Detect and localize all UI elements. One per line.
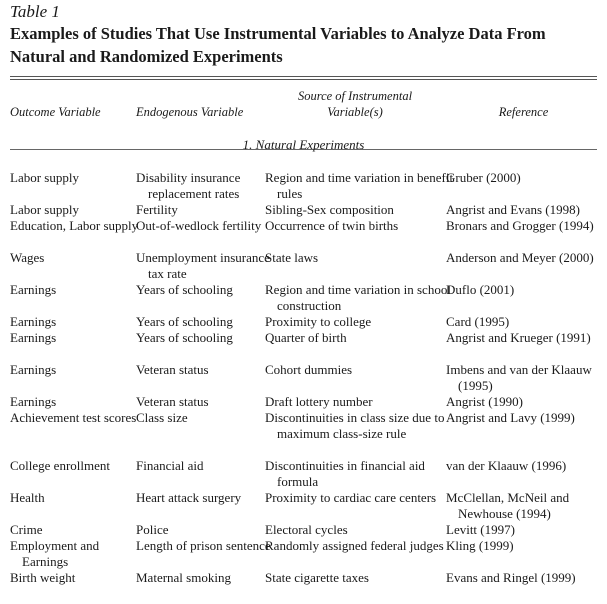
top-rule-second (10, 79, 597, 80)
cell-source: Discontinuities in class size due to maximum class-size rule (265, 410, 445, 441)
cell-source: Cohort dummies (265, 362, 353, 377)
header-source-line2: Variable(s) (327, 105, 383, 119)
cell-outcome: Earnings (10, 282, 57, 297)
cell-endogenous: Veteran status (136, 362, 209, 377)
cell-reference: Gruber (2000) (446, 170, 521, 185)
cell-endogenous: Length of prison sentence (136, 538, 271, 553)
header-reference: Reference (498, 105, 549, 119)
cell-endogenous: Fertility (136, 202, 178, 217)
cell-endogenous: Maternal smoking (136, 570, 231, 585)
cell-reference: McClellan, McNeil and Newhouse (1994) (446, 490, 570, 521)
cell-source: Region and time variation in school construction (265, 282, 451, 313)
cell-endogenous: Years of schooling (136, 330, 233, 345)
cell-reference: Bronars and Grogger (1994) (446, 218, 594, 233)
cell-outcome: Education, Labor supply (10, 218, 139, 233)
cell-reference: Imbens and van der Klaauw (1995) (446, 362, 592, 393)
cell-outcome: Birth weight (10, 570, 76, 585)
cell-source: Proximity to cardiac care centers (265, 490, 437, 505)
cell-outcome: Earnings (10, 314, 57, 329)
section-heading: 1. Natural Experiments (242, 137, 365, 152)
cell-reference: Angrist and Lavy (1999) (446, 410, 575, 425)
cell-source: Discontinuities in financial aid formula (265, 458, 425, 489)
cell-source: Quarter of birth (265, 330, 347, 345)
top-rule (10, 76, 597, 77)
cell-endogenous: Out-of-wedlock fertility (136, 218, 262, 233)
cell-source: State cigarette taxes (265, 570, 369, 585)
cell-reference: Duflo (2001) (446, 282, 515, 297)
cell-endogenous: Unemployment insurance tax rate (136, 250, 270, 281)
cell-source: Electoral cycles (265, 522, 348, 537)
header-endogenous: Endogenous Variable (136, 105, 244, 119)
header-source-line1: Source of Instrumental (297, 89, 413, 103)
table-title: Examples of Studies That Use Instrumental Variables to Analyze Data From Natural and Randomized Experiments (10, 24, 546, 66)
header-outcome: Outcome Variable (10, 105, 101, 119)
cell-reference: Kling (1999) (446, 538, 514, 553)
cell-source: Proximity to college (265, 314, 372, 329)
cell-outcome: Earnings (10, 330, 57, 345)
cell-outcome: Wages (10, 250, 45, 265)
cell-endogenous: Police (136, 522, 169, 537)
cell-endogenous: Veteran status (136, 394, 209, 409)
cell-outcome: Labor supply (10, 170, 79, 185)
cell-endogenous: Years of schooling (136, 314, 233, 329)
cell-reference: van der Klaauw (1996) (446, 458, 567, 473)
cell-outcome: Employment and Earnings (10, 538, 100, 569)
cell-reference: Card (1995) (446, 314, 510, 329)
cell-source: Sibling-Sex composition (265, 202, 394, 217)
cell-endogenous: Heart attack surgery (136, 490, 242, 505)
cell-outcome: Health (10, 490, 45, 505)
cell-outcome: Crime (10, 522, 43, 537)
cell-reference: Angrist and Evans (1998) (446, 202, 580, 217)
cell-endogenous: Financial aid (136, 458, 204, 473)
cell-source: Region and time variation in benefit rules (265, 170, 454, 201)
cell-outcome: Labor supply (10, 202, 79, 217)
cell-source: State laws (265, 250, 319, 265)
cell-endogenous: Years of schooling (136, 282, 233, 297)
cell-reference: Anderson and Meyer (2000) (446, 250, 594, 265)
cell-endogenous: Class size (136, 410, 188, 425)
cell-reference: Evans and Ringel (1999) (446, 570, 576, 585)
cell-outcome: Earnings (10, 394, 57, 409)
cell-outcome: Earnings (10, 362, 57, 377)
table-label: Table 1 (10, 2, 60, 21)
cell-endogenous: Disability insurance replacement rates (136, 170, 241, 201)
cell-reference: Angrist (1990) (446, 394, 523, 409)
cell-reference: Levitt (1997) (446, 522, 515, 537)
cell-reference: Angrist and Krueger (1991) (446, 330, 591, 345)
cell-source: Draft lottery number (265, 394, 373, 409)
cell-source: Randomly assigned federal judges (265, 538, 444, 553)
header-source (265, 88, 445, 120)
cell-source: Occurrence of twin births (265, 218, 399, 233)
cell-outcome: Achievement test scores (10, 410, 137, 425)
cell-outcome: College enrollment (10, 458, 111, 473)
